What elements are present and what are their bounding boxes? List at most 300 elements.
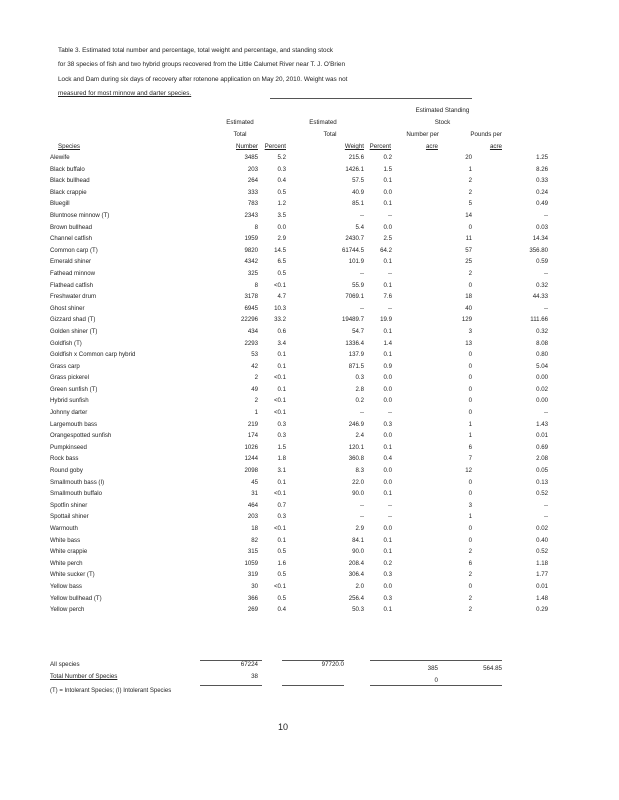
cell-per-acre: 0 <box>468 525 472 532</box>
table-row <box>50 500 548 512</box>
cell-per-acre: 2 <box>468 594 472 602</box>
cell-per-acre: 6 <box>468 443 472 451</box>
cell-species: Johnny darter <box>50 409 88 417</box>
cell-weight: -- <box>359 513 364 521</box>
cell-lbs-acre: 0.80 <box>536 351 548 359</box>
cell-weight: 5.4 <box>355 223 364 231</box>
cell-lbs-acre: 111.66 <box>530 316 548 324</box>
cell-number: 9820 <box>244 246 258 254</box>
cell-species: Ghost shiner <box>50 304 85 312</box>
cell-per-acre: 0 <box>468 536 472 544</box>
cell-weight: 101.9 <box>348 258 364 266</box>
cell-species: Flathead catfish <box>50 281 94 289</box>
cell-lbs-acre: 0.52 <box>536 548 548 556</box>
cell-wpct: 0.0 <box>383 525 392 532</box>
cell-wpct: 0.0 <box>383 582 392 590</box>
cell-number: 3485 <box>244 154 258 161</box>
cell-lbs-acre: -- <box>543 211 548 219</box>
cell-per-acre: 0 <box>468 409 472 417</box>
table-row <box>50 511 548 523</box>
cell-wpct: -- <box>387 304 392 312</box>
cell-percent: <0.1 <box>273 281 286 289</box>
cell-weight: 19489.7 <box>341 316 364 324</box>
cell-wpct: 0.0 <box>383 374 392 382</box>
caption-line: for 38 species of fish and two hybrid groups recovered from the Little Calumet River near T. J. O'Brien <box>58 61 346 69</box>
table-row <box>50 338 548 350</box>
cell-lbs-acre: 0.01 <box>536 432 548 440</box>
cell-lbs-acre: -- <box>543 513 548 521</box>
header-estimated: Estimated <box>226 119 254 126</box>
table-row <box>50 210 548 222</box>
cell-percent: <0.1 <box>273 525 286 532</box>
cell-percent: <0.1 <box>273 397 286 405</box>
header-est-standing: Estimated Standing <box>415 107 470 114</box>
cell-wpct: -- <box>387 409 392 417</box>
cell-wpct: 0.9 <box>383 362 392 370</box>
table-row <box>50 349 548 361</box>
total-separator <box>282 685 344 686</box>
cell-wpct: 0.1 <box>383 606 392 614</box>
cell-per-acre: 6 <box>468 559 472 567</box>
cell-per-acre: 0 <box>468 281 472 289</box>
cell-lbs-acre: 1.77 <box>536 571 548 579</box>
cell-percent: 0.5 <box>277 571 286 579</box>
table-row <box>50 477 548 489</box>
cell-per-acre: 12 <box>465 467 472 475</box>
cell-wpct: 0.3 <box>383 420 392 428</box>
cell-wpct: 0.1 <box>383 258 392 266</box>
cell-weight: 2.8 <box>355 385 364 393</box>
cell-wpct: 0.1 <box>383 548 392 556</box>
cell-per-acre: 129 <box>461 316 472 324</box>
cell-weight: 90.0 <box>352 548 364 556</box>
cell-species: Largemouth bass <box>50 420 98 428</box>
cell-wpct: -- <box>387 513 392 521</box>
cell-number: 1959 <box>244 235 258 243</box>
table-row <box>50 314 548 326</box>
header-number: Number <box>235 143 258 150</box>
cell-species: Spottail shiner <box>50 513 89 521</box>
cell-number: 2 <box>254 374 258 382</box>
table-row <box>50 303 548 315</box>
cell-wpct: 0.3 <box>383 571 392 579</box>
cell-weight: 0.2 <box>355 397 364 405</box>
species-table <box>50 152 548 616</box>
cell-number: 30 <box>251 582 258 590</box>
cell-wpct: 0.4 <box>383 455 392 463</box>
table-row <box>50 558 548 570</box>
cell-lbs-acre: 0.00 <box>536 397 548 405</box>
cell-per-acre: 1 <box>468 165 472 173</box>
table-row <box>50 535 548 547</box>
cell-weight: 1336.4 <box>345 339 364 347</box>
cell-percent: 3.4 <box>277 339 286 347</box>
cell-percent: 1.5 <box>277 443 286 451</box>
cell-per-acre: 0 <box>468 351 472 359</box>
cell-per-acre: 1 <box>468 432 472 440</box>
cell-species: Channel catfish <box>50 235 93 243</box>
table-row <box>50 187 548 199</box>
cell-lbs-acre: 1.43 <box>536 420 548 428</box>
cell-wpct: 19.9 <box>380 316 392 324</box>
header-pounds-per: Pounds per <box>470 131 502 138</box>
cell-species: Common carp (T) <box>50 246 98 254</box>
table-row <box>50 407 548 419</box>
table-row <box>50 280 548 292</box>
cell-per-acre: 0 <box>468 374 472 382</box>
cell-lbs-acre: 0.32 <box>536 281 548 289</box>
cell-wpct: 7.6 <box>383 293 392 301</box>
all-species-lbs-acre: 564.85 <box>483 665 502 672</box>
table-row <box>50 453 548 465</box>
cell-percent: 0.6 <box>277 327 286 335</box>
cell-wpct: 0.3 <box>383 594 392 602</box>
table-row <box>50 419 548 431</box>
table-row <box>50 245 548 257</box>
cell-per-acre: 1 <box>468 513 472 521</box>
cell-weight: 40.9 <box>352 188 364 196</box>
cell-number: 1 <box>254 409 258 417</box>
cell-lbs-acre: 0.49 <box>536 200 548 208</box>
header-total-weight: Total <box>323 131 337 138</box>
table-row <box>50 222 548 234</box>
cell-per-acre: 5 <box>468 200 472 208</box>
cell-species: Hybrid sunfish <box>50 397 89 405</box>
cell-weight: 1426.1 <box>345 165 364 173</box>
cell-per-acre: 2 <box>468 606 472 614</box>
total-separator <box>200 685 262 686</box>
cell-percent: <0.1 <box>273 490 286 498</box>
cell-number: 333 <box>247 188 258 196</box>
cell-species: Rock bass <box>50 455 79 463</box>
cell-per-acre: 2 <box>468 188 472 196</box>
table-row <box>50 488 548 500</box>
cell-percent: 0.3 <box>277 420 286 428</box>
cell-lbs-acre: 1.18 <box>536 559 548 567</box>
header-percent-number: Percent <box>264 143 286 150</box>
cell-percent: 0.0 <box>277 223 286 231</box>
total-species-extra: 0 <box>434 677 438 684</box>
cell-percent: <0.1 <box>273 409 286 417</box>
total-separator <box>370 685 502 686</box>
cell-number: 22296 <box>241 316 258 324</box>
cell-weight: 61744.5 <box>341 246 364 254</box>
cell-wpct: 1.4 <box>383 339 392 347</box>
cell-wpct: 0.0 <box>383 478 392 486</box>
cell-percent: 10.3 <box>274 304 286 312</box>
cell-species: Smallmouth buffalo <box>50 490 103 498</box>
cell-weight: 256.4 <box>348 594 364 602</box>
header-stock: Stock <box>434 119 451 126</box>
table-row <box>50 256 548 268</box>
cell-per-acre: 0 <box>468 362 472 370</box>
cell-per-acre: 2 <box>468 571 472 579</box>
header-estimated-weight: Estimated <box>309 119 337 126</box>
cell-weight: 2.9 <box>355 525 364 532</box>
cell-species: Warmouth <box>50 525 78 532</box>
cell-per-acre: 1 <box>468 420 472 428</box>
cell-wpct: 0.0 <box>383 385 392 393</box>
cell-percent: 1.2 <box>277 200 286 208</box>
cell-weight: 208.4 <box>348 559 364 567</box>
cell-number: 434 <box>247 327 258 335</box>
cell-number: 49 <box>251 385 258 393</box>
cell-lbs-acre: 44.33 <box>532 293 548 301</box>
cell-wpct: 0.1 <box>383 490 392 498</box>
cell-number: 269 <box>247 606 258 614</box>
cell-percent: 3.1 <box>277 467 286 475</box>
cell-weight: 2.0 <box>355 582 364 590</box>
cell-species: Brown bullhead <box>50 223 93 231</box>
cell-percent: 0.7 <box>277 501 286 509</box>
cell-weight: -- <box>359 211 364 219</box>
cell-species: Grass carp <box>50 362 80 370</box>
cell-species: Yellow bullhead (T) <box>50 594 102 602</box>
cell-weight: 8.3 <box>355 467 364 475</box>
cell-per-acre: 7 <box>468 455 472 463</box>
table-row <box>50 175 548 187</box>
cell-lbs-acre: 356.80 <box>529 246 548 254</box>
table-row <box>50 164 548 176</box>
cell-wpct: -- <box>387 501 392 509</box>
cell-per-acre: 0 <box>468 478 472 486</box>
cell-weight: 55.9 <box>352 281 364 289</box>
cell-per-acre: 2 <box>468 269 472 277</box>
cell-species: White bass <box>50 536 81 544</box>
cell-wpct: 0.1 <box>383 443 392 451</box>
cell-weight: -- <box>359 409 364 417</box>
cell-per-acre: 0 <box>468 385 472 393</box>
cell-species: Spotfin shiner <box>50 501 88 509</box>
cell-lbs-acre: 2.08 <box>536 455 548 463</box>
cell-lbs-acre: 0.05 <box>536 467 548 475</box>
cell-percent: 2.9 <box>277 235 286 243</box>
cell-lbs-acre: 5.04 <box>536 362 548 370</box>
cell-number: 2 <box>254 397 258 405</box>
cell-weight: -- <box>359 501 364 509</box>
caption-line: measured for most minnow and darter species. <box>58 89 192 97</box>
cell-species: Bluntnose minnow (T) <box>50 211 110 219</box>
cell-weight: 120.1 <box>348 443 364 451</box>
cell-species: Grass pickerel <box>50 374 89 382</box>
cell-number: 219 <box>247 420 258 428</box>
cell-lbs-acre: 14.34 <box>532 235 548 243</box>
cell-percent: 3.5 <box>277 211 286 219</box>
cell-lbs-acre: 0.01 <box>536 582 548 590</box>
table-row <box>50 546 548 558</box>
species-table-body <box>50 152 548 616</box>
header-number-per: Number per <box>406 131 439 138</box>
cell-number: 2343 <box>244 211 258 219</box>
footnote: (T) = Intolerant Species; (I) Intolerant Species <box>50 688 172 694</box>
cell-lbs-acre: 0.29 <box>536 606 548 614</box>
cell-lbs-acre: -- <box>543 501 548 509</box>
cell-percent: 0.4 <box>277 177 286 185</box>
cell-number: 1059 <box>244 559 258 567</box>
cell-wpct: 0.0 <box>383 223 392 231</box>
cell-number: 464 <box>247 501 258 509</box>
cell-per-acre: 14 <box>465 211 472 219</box>
total-separator <box>370 660 502 661</box>
cell-weight: 22.0 <box>352 478 364 486</box>
cell-percent: 0.5 <box>277 269 286 277</box>
total-species-count: 38 <box>251 673 258 680</box>
cell-number: 174 <box>247 432 258 440</box>
cell-species: Yellow perch <box>50 606 85 614</box>
cell-species: Orangespotted sunfish <box>50 432 112 440</box>
cell-wpct: 1.5 <box>383 165 392 173</box>
cell-weight: 2.4 <box>355 432 364 440</box>
cell-number: 2293 <box>244 339 258 347</box>
cell-lbs-acre: 0.33 <box>536 177 548 185</box>
cell-weight: 360.8 <box>348 455 364 463</box>
cell-wpct: 0.1 <box>383 281 392 289</box>
cell-lbs-acre: -- <box>543 409 548 417</box>
cell-number: 319 <box>247 571 258 579</box>
table-row <box>50 604 548 616</box>
cell-wpct: 0.2 <box>383 154 392 161</box>
cell-wpct: -- <box>387 269 392 277</box>
cell-lbs-acre: 0.69 <box>536 443 548 451</box>
cell-species: Emerald shiner <box>50 258 91 266</box>
cell-wpct: 64.2 <box>380 246 392 254</box>
cell-per-acre: 2 <box>468 177 472 185</box>
cell-percent: <0.1 <box>273 582 286 590</box>
cell-species: White sucker (T) <box>50 571 95 579</box>
cell-lbs-acre: 0.32 <box>536 327 548 335</box>
cell-lbs-acre: 0.40 <box>536 536 548 544</box>
cell-species: Yellow bass <box>50 582 82 590</box>
table-caption <box>58 44 458 101</box>
cell-wpct: 0.1 <box>383 177 392 185</box>
header-acre-pounds: acre <box>489 143 502 150</box>
cell-weight: 50.3 <box>352 606 364 614</box>
cell-lbs-acre: 0.02 <box>536 385 548 393</box>
cell-wpct: 0.1 <box>383 200 392 208</box>
cell-species: Green sunfish (T) <box>50 385 98 393</box>
cell-number: 53 <box>251 351 258 359</box>
cell-lbs-acre: 1.48 <box>536 594 548 602</box>
cell-number: 203 <box>247 513 258 521</box>
cell-per-acre: 0 <box>468 223 472 231</box>
table-row <box>50 465 548 477</box>
table-row <box>50 326 548 338</box>
cell-number: 6945 <box>244 304 258 312</box>
all-species-label: All species <box>50 661 80 668</box>
cell-number: 8 <box>254 281 258 289</box>
cell-lbs-acre: 8.26 <box>536 165 548 173</box>
cell-per-acre: 0 <box>468 397 472 405</box>
cell-weight: 85.1 <box>352 200 364 208</box>
cell-number: 315 <box>247 548 258 556</box>
caption-underline <box>270 98 472 99</box>
cell-number: 2098 <box>244 467 258 475</box>
cell-weight: 246.9 <box>348 420 364 428</box>
cell-percent: 0.1 <box>277 362 286 370</box>
cell-percent: 5.2 <box>277 154 286 161</box>
cell-number: 31 <box>251 490 258 498</box>
caption-line: Table 3. Estimated total number and percentage, total weight and percentage, and standing stock <box>58 47 333 54</box>
cell-wpct: 2.5 <box>383 235 392 243</box>
cell-lbs-acre: 1.25 <box>536 154 548 161</box>
cell-weight: 2430.7 <box>345 235 364 243</box>
cell-number: 82 <box>251 536 258 544</box>
cell-species: Goldfish x Common carp hybrid <box>50 351 136 359</box>
header-total: Total <box>233 131 247 138</box>
cell-species: Black buffalo <box>50 165 85 173</box>
cell-lbs-acre: -- <box>543 304 548 312</box>
cell-species: Gizzard shad (T) <box>50 316 96 324</box>
cell-per-acre: 0 <box>468 582 472 590</box>
cell-percent: 0.4 <box>277 606 286 614</box>
cell-species: Freshwater drum <box>50 293 97 301</box>
header-species: Species <box>58 143 81 150</box>
table-row <box>50 384 548 396</box>
cell-per-acre: 40 <box>465 304 472 312</box>
cell-wpct: 0.1 <box>383 327 392 335</box>
cell-percent: 6.5 <box>277 258 286 266</box>
header-weight: Weight <box>344 143 364 150</box>
cell-weight: 90.0 <box>352 490 364 498</box>
cell-species: Goldfish (T) <box>50 339 82 347</box>
cell-species: Black bullhead <box>50 177 90 185</box>
table-row <box>50 523 548 535</box>
header-acre-number: acre <box>425 143 438 150</box>
cell-lbs-acre: 0.13 <box>536 478 548 486</box>
cell-number: 18 <box>251 525 258 532</box>
cell-percent: 1.6 <box>277 559 286 567</box>
all-species-per-acre: 385 <box>427 665 438 672</box>
cell-weight: -- <box>359 304 364 312</box>
cell-lbs-acre: 0.59 <box>536 258 548 266</box>
cell-wpct: 0.0 <box>383 188 392 196</box>
cell-species: Pumpkinseed <box>50 443 87 451</box>
cell-per-acre: 11 <box>465 235 472 243</box>
cell-number: 42 <box>251 362 258 370</box>
cell-percent: 0.3 <box>277 513 286 521</box>
cell-percent: 0.3 <box>277 432 286 440</box>
cell-lbs-acre: 0.52 <box>536 490 548 498</box>
all-species-weight: 97720.0 <box>321 661 344 668</box>
cell-number: 366 <box>247 594 258 602</box>
cell-wpct: 0.0 <box>383 467 392 475</box>
cell-species: Smallmouth bass (I) <box>50 478 105 486</box>
cell-number: 1244 <box>244 455 258 463</box>
cell-percent: 0.1 <box>277 385 286 393</box>
cell-weight: 137.9 <box>348 351 364 359</box>
cell-wpct: 0.0 <box>383 432 392 440</box>
all-species-number: 67224 <box>240 661 258 668</box>
page-number: 10 <box>278 722 289 732</box>
cell-wpct: 0.1 <box>383 351 392 359</box>
cell-number: 264 <box>247 177 258 185</box>
cell-number: 203 <box>247 165 258 173</box>
cell-percent: 0.5 <box>277 548 286 556</box>
cell-wpct: 0.2 <box>383 559 392 567</box>
cell-lbs-acre: 0.00 <box>536 374 548 382</box>
cell-lbs-acre: -- <box>543 269 548 277</box>
cell-percent: 0.1 <box>277 536 286 544</box>
cell-species: Bluegill <box>50 200 70 208</box>
cell-lbs-acre: 0.24 <box>536 188 548 196</box>
cell-number: 8 <box>254 223 258 231</box>
cell-per-acre: 3 <box>468 501 472 509</box>
cell-percent: 14.5 <box>274 246 286 254</box>
cell-species: Golden shiner (T) <box>50 327 98 335</box>
table-row <box>50 442 548 454</box>
cell-species: Black crappie <box>50 188 87 196</box>
table-row <box>50 430 548 442</box>
